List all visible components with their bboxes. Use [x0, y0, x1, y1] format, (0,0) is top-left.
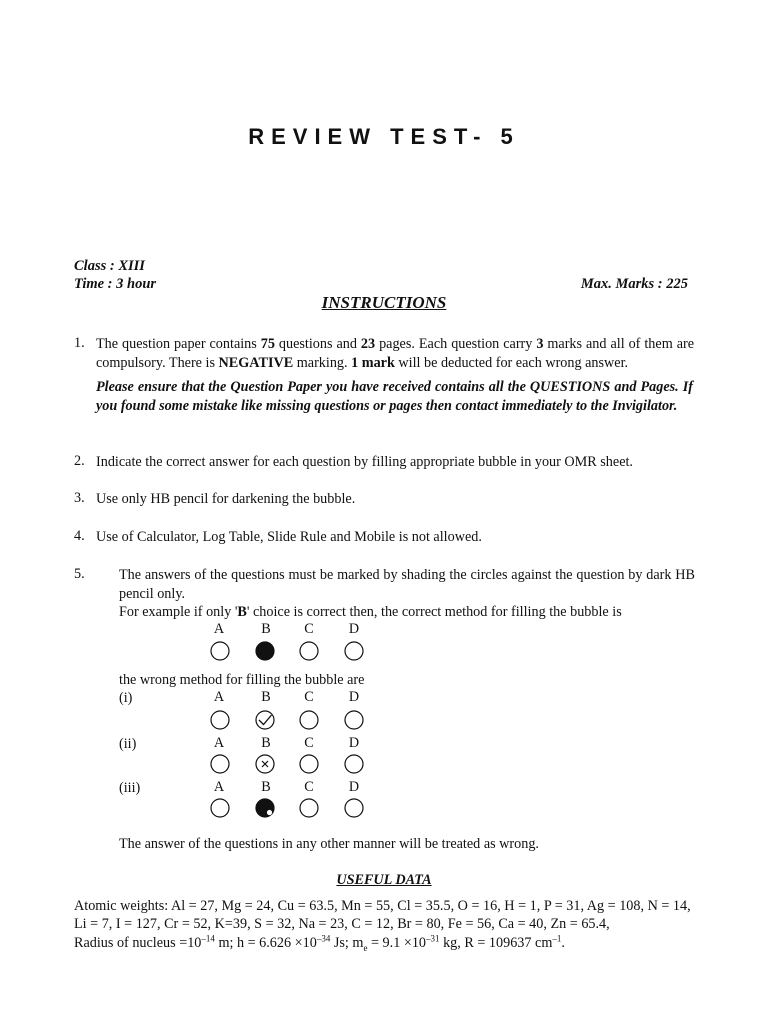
item-5-final: The answer of the questions in any other manner will be treated as wrong. [119, 836, 539, 852]
wrong-label-i: (i) [119, 690, 133, 706]
bubble-empty [300, 799, 318, 817]
item-1-number: 1. [74, 335, 85, 351]
choice-letter: B [261, 621, 271, 637]
item-3-number: 3. [74, 490, 85, 506]
item-2-text: Indicate the correct answer for each question by filling appropriate bubble in your OMR sheet. [96, 454, 633, 470]
bubble-empty [211, 799, 229, 817]
bubble-empty [300, 642, 318, 660]
bubble-empty [300, 711, 318, 729]
choice-letter: B [261, 735, 271, 751]
useful-line-1: Atomic weights: Al = 27, Mg = 24, Cu = 63.5, Mn = 55, Cl = 35.5, O = 16, H = 1, P = 31, Ag = 108, N = 14, [74, 898, 691, 914]
max-marks: Max. Marks : 225 [580, 276, 688, 292]
choice-letter: A [213, 621, 225, 637]
item-1-text: The question paper contains 75 questions and 23 pages. Each question carry 3 marks and all of them are compulsory. There is NEGATIVE marking. 1 mark will be deducted for each wrong answer. [96, 336, 695, 371]
bubble-partial-gap [267, 810, 272, 815]
choice-letter: A [213, 735, 225, 751]
item-5-number: 5. [74, 566, 85, 582]
item-2-number: 2. [74, 453, 85, 469]
choice-letter: C [304, 735, 314, 751]
bubble-empty [345, 711, 363, 729]
choice-letter: D [348, 689, 360, 705]
bubble-empty [345, 799, 363, 817]
bubble-row-wrong-iii [200, 797, 380, 821]
choice-letter: C [304, 779, 314, 795]
bubble-tick [256, 711, 274, 729]
bubble-empty [211, 642, 229, 660]
bubble-row-wrong-i [200, 709, 380, 733]
choice-letter: D [348, 735, 360, 751]
cross-icon [262, 761, 268, 767]
instructions-heading: INSTRUCTIONS [321, 293, 447, 312]
choice-letter: D [348, 621, 360, 637]
tick-icon [259, 715, 272, 725]
useful-data-heading: USEFUL DATA [336, 872, 432, 888]
useful-line-3: Radius of nucleus $=10^{-14}$ m; $h = 6.626 \times 10^{-34}$ Js; $m_e = 9.1 \times 10^{-31}$ kg, R = 109637 $cm^{-1}$. [74, 933, 565, 953]
bubble-empty [211, 755, 229, 773]
choice-letter: B [261, 689, 271, 705]
bubble-row-correct [200, 640, 380, 664]
wrong-label-iii: (iii) [119, 780, 141, 796]
item-5-text: The answers of the questions must be marked by shading the circles against the question by dark HB pencil only. [119, 567, 695, 602]
choice-letter: D [348, 779, 360, 795]
bubble-empty [345, 755, 363, 773]
class-label: Class : XIII [74, 258, 145, 274]
item-5-example: For example if only 'B' choice is correct then, the correct method for filling the bubble is [119, 604, 622, 620]
bubble-empty [211, 711, 229, 729]
choice-letter: C [304, 621, 314, 637]
item-3-text: Use only HB pencil for darkening the bubble. [96, 491, 356, 507]
bubble-empty [345, 642, 363, 660]
item-4-text: Use of Calculator, Log Table, Slide Rule and Mobile is not allowed. [96, 529, 482, 545]
item-1-note: Please ensure that the Question Paper you have received contains all the QUESTIONS and Pages. If you found some mistake like missing questions or pages then contact immediately to the Invigilator. [96, 379, 693, 414]
item-4-number: 4. [74, 528, 85, 544]
time-label: Time : 3 hour [74, 276, 157, 292]
choice-letter: C [304, 689, 314, 705]
bubble-empty [300, 755, 318, 773]
bubble-filled [256, 642, 274, 660]
choice-letter: A [213, 689, 225, 705]
choice-letter: A [213, 779, 225, 795]
page-title: REVIEW TEST- 5 [248, 124, 520, 149]
useful-line-2: Li = 7, I = 127, Cr = 52, K=39, S = 32, Na = 23, C = 12, Br = 80, Fe = 56, Ca = 40, Zn = 65.4, [74, 916, 610, 932]
bubble-row-wrong-ii [200, 753, 380, 777]
choice-letter: B [261, 779, 271, 795]
wrong-methods-intro: the wrong method for filling the bubble are [119, 672, 365, 688]
wrong-label-ii: (ii) [119, 736, 137, 752]
